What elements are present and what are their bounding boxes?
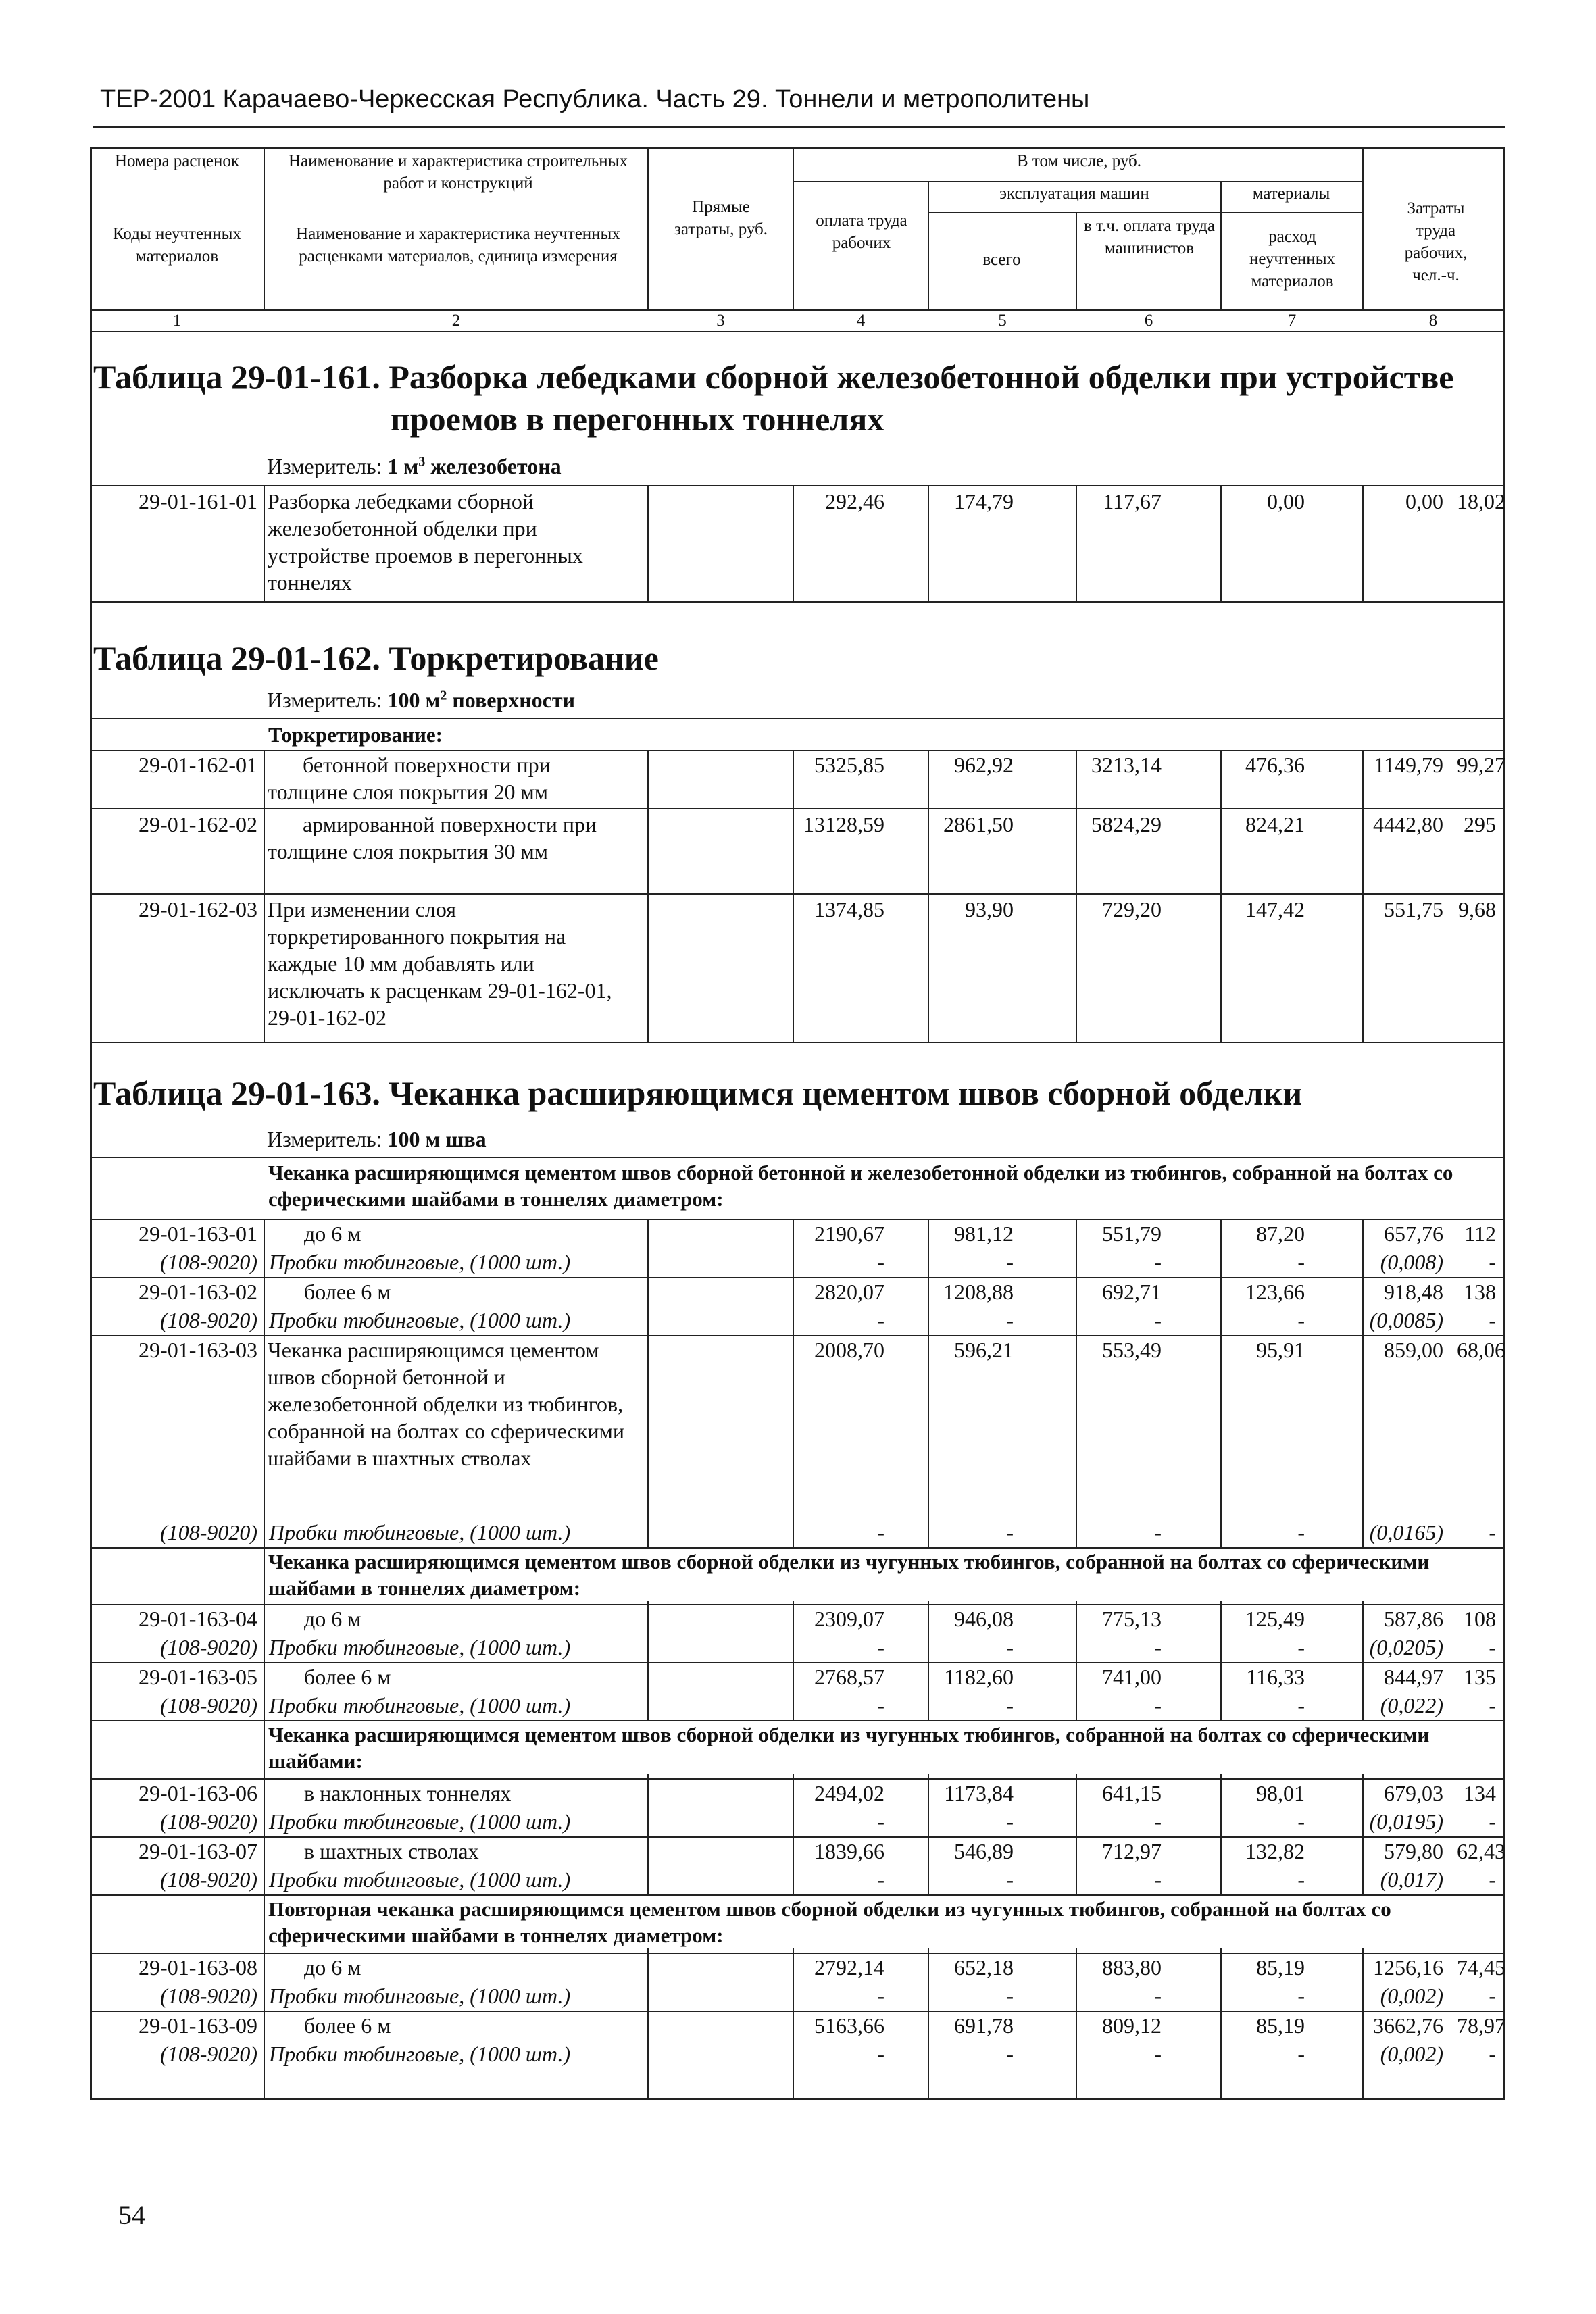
material-code: (108-9020) (160, 1250, 257, 1274)
material-code: (108-9020) (160, 1520, 257, 1544)
materials-cost: 4442,80 (1373, 812, 1443, 836)
dash: - (877, 1520, 884, 1544)
machines-total: 775,13 (1102, 1607, 1162, 1631)
materials-cost: 579,80 (1384, 1839, 1443, 1863)
rate-code: 29-01-163-02 (139, 1280, 257, 1304)
col2-header-bottom: Наименование и характеристика неучтенных расценками материалов, единица измерения (296, 225, 620, 266)
direct-cost: 2008,70 (814, 1338, 884, 1362)
rate-name: более 6 м (304, 1280, 391, 1304)
dash: - (1297, 1867, 1305, 1892)
labor-pay: 1173,84 (944, 1781, 1014, 1805)
dash: - (1489, 1867, 1496, 1892)
labor-pay: 652,18 (954, 1955, 1014, 1980)
machines-total: 883,80 (1102, 1955, 1162, 1980)
rate-code: 29-01-162-03 (139, 897, 257, 922)
labor-hours: 112 (1464, 1222, 1496, 1246)
rate-code: 29-01-162-02 (139, 812, 257, 836)
materials-cost: 1149,79 (1374, 753, 1443, 777)
dash: - (1489, 1308, 1496, 1332)
labor-hours: 138 (1464, 1280, 1496, 1304)
materials-header: материалы (1252, 184, 1330, 203)
dash: - (1154, 1635, 1162, 1659)
labor-hours: 62,43 (1457, 1839, 1505, 1863)
rate-code: 29-01-161-01 (139, 489, 257, 513)
material-name: Пробки тюбинговые, (1000 шт.) (269, 1520, 571, 1544)
material-consumption: (0,002) (1380, 1984, 1443, 2008)
dash: - (1489, 1250, 1496, 1274)
dash: - (877, 1308, 884, 1332)
rate-code: 29-01-163-04 (139, 1607, 257, 1631)
table-163-group-2: Чеканка расширяющимся цементом швов сборной обделки из чугунных тюбингов, собранной на болтах со сферическими шайбами в тоннелях диаметром: (268, 1549, 1498, 1601)
page-number: 54 (118, 2200, 145, 2230)
col3-header: Прямые затраты, руб. (674, 198, 768, 238)
table-163-title: Таблица 29-01-163. Чеканка расширяющимся цементом швов сборной обделки (93, 1074, 1303, 1112)
dash: - (1297, 1809, 1305, 1834)
direct-cost: 2820,07 (814, 1280, 884, 1304)
labor-pay: 946,08 (954, 1607, 1014, 1631)
rate-code: 29-01-162-01 (139, 753, 257, 777)
dash: - (877, 1984, 884, 2008)
materials-cost: 587,86 (1384, 1607, 1443, 1631)
machinist-pay: 0,00 (1267, 489, 1305, 513)
materials-cost: 0,00 (1405, 489, 1443, 513)
dash: - (877, 2042, 884, 2066)
labor-pay: 981,12 (954, 1222, 1014, 1246)
machines-total: 741,00 (1102, 1665, 1162, 1689)
dash: - (1006, 1308, 1014, 1332)
material-code: (108-9020) (160, 2042, 257, 2066)
direct-cost: 2792,14 (814, 1955, 884, 1980)
machinist-pay: 98,01 (1256, 1781, 1305, 1805)
col7-header: расход неучтенных материалов (1249, 228, 1335, 291)
direct-cost: 2309,07 (814, 1607, 884, 1631)
col-number-4: 4 (856, 311, 866, 330)
table-163-group-3: Чеканка расширяющимся цементом швов сборной обделки из чугунных тюбингов, собранной на болтах со сферическими шайбами: (268, 1721, 1498, 1774)
dash: - (1489, 1984, 1496, 2008)
rate-code: 29-01-163-08 (139, 1955, 257, 1980)
dash: - (1297, 1250, 1305, 1274)
col4-header: оплата труда рабочих (816, 211, 907, 252)
table-162-measure: Измеритель: 100 $м^2$ поверхности (267, 688, 576, 712)
direct-cost: 5163,66 (814, 2013, 884, 2038)
material-name: Пробки тюбинговые, (1000 шт.) (269, 2042, 571, 2066)
dash: - (877, 1693, 884, 1717)
material-code: (108-9020) (160, 1635, 257, 1659)
rate-name: более 6 м (304, 1665, 391, 1689)
direct-cost: 2494,02 (814, 1781, 884, 1805)
materials-cost: 859,00 (1384, 1338, 1443, 1362)
col5-header: всего (982, 251, 1021, 269)
materials-cost: 1256,16 (1373, 1955, 1443, 1980)
dash: - (1006, 1984, 1014, 2008)
labor-pay: 93,90 (965, 897, 1014, 922)
dash: - (1489, 1809, 1496, 1834)
labor-hours: 18,02 (1457, 489, 1505, 513)
machinist-pay: 824,21 (1245, 812, 1305, 836)
col-number-5: 5 (998, 311, 1007, 330)
dash: - (1297, 1308, 1305, 1332)
machinist-pay: 123,66 (1245, 1280, 1305, 1304)
dash: - (1154, 1250, 1162, 1274)
labor-hours: 78,97 (1457, 2013, 1505, 2038)
machines-total: 551,79 (1102, 1222, 1162, 1246)
machines-total: 3213,14 (1091, 753, 1162, 777)
material-name: Пробки тюбинговые, (1000 шт.) (269, 1984, 571, 2008)
machinist-pay: 85,19 (1256, 1955, 1305, 1980)
material-code: (108-9020) (160, 1693, 257, 1717)
rate-name: до 6 м (304, 1607, 361, 1631)
dash: - (1297, 1693, 1305, 1717)
table-161-title: Таблица 29-01-161. Разборка лебедками сборной железобетонной обделки при устройстве (93, 358, 1454, 396)
direct-cost: 1374,85 (814, 897, 884, 922)
table-163-group-4: Повторная чеканка расширяющимся цементом швов сборной обделки из чугунных тюбингов, собранной на болтах со сферическими шайбами в тоннелях диаметром: (268, 1896, 1498, 1948)
document-header-title: ТЕР-2001 Карачаево-Черкесская Республика. Часть 29. Тоннели и метрополитены (100, 85, 1090, 114)
direct-cost: 2190,67 (814, 1222, 884, 1246)
col8-header: Затраты труда рабочих, чел.-ч. (1404, 199, 1468, 284)
dash: - (1154, 1984, 1162, 2008)
material-name: Пробки тюбинговые, (1000 шт.) (269, 1867, 571, 1892)
labor-pay: 1182,60 (944, 1665, 1014, 1689)
machinist-pay: 476,36 (1245, 753, 1305, 777)
material-code: (108-9020) (160, 1308, 257, 1332)
labor-hours: 108 (1464, 1607, 1496, 1631)
material-consumption: (0,002) (1380, 2042, 1443, 2066)
materials-cost: 551,75 (1384, 897, 1443, 922)
rate-name: Чеканка расширяющимся цементом швов сборной бетонной и железобетонной обделки из тюбингов, собранной на болтах со сферическими шайбами в шахтных стволах (268, 1338, 624, 1470)
dash: - (1154, 1809, 1162, 1834)
dash: - (877, 1867, 884, 1892)
labor-pay: 962,92 (954, 753, 1014, 777)
direct-cost: 2768,57 (814, 1665, 884, 1689)
machines-total: 5824,29 (1091, 812, 1162, 836)
dash: - (1489, 2042, 1496, 2066)
dash: - (1297, 2042, 1305, 2066)
col2-header-top: Наименование и характеристика строительных работ и конструкций (288, 152, 628, 193)
dash: - (1154, 1867, 1162, 1892)
rate-name: более 6 м (304, 2013, 391, 2038)
direct-cost: 13128,59 (803, 812, 884, 836)
dash: - (1489, 1520, 1496, 1544)
material-consumption: (0,0195) (1369, 1809, 1443, 1834)
machinist-pay: 87,20 (1256, 1222, 1305, 1246)
labor-pay: 174,79 (954, 489, 1014, 513)
material-code: (108-9020) (160, 1867, 257, 1892)
machinist-pay: 125,49 (1245, 1607, 1305, 1631)
material-consumption: (0,022) (1380, 1693, 1443, 1717)
dash: - (877, 1809, 884, 1834)
material-consumption: (0,008) (1380, 1250, 1443, 1274)
machinist-pay: 95,91 (1256, 1338, 1305, 1362)
table-163-measure: Измеритель: 100 м шва (267, 1127, 487, 1151)
table-162-title: Таблица 29-01-162. Торкретирование (93, 639, 659, 677)
labor-hours: 68,06 (1457, 1338, 1505, 1362)
rate-name: Разборка лебедками сборной железобетонной обделки при устройстве проемов в перегонных тоннелях (268, 489, 583, 595)
dash: - (1489, 1635, 1496, 1659)
machinist-pay: 116,33 (1246, 1665, 1305, 1689)
machinist-pay: 132,82 (1245, 1839, 1305, 1863)
machines-total: 809,12 (1102, 2013, 1162, 2038)
labor-pay: 1208,88 (943, 1280, 1014, 1304)
labor-pay: 546,89 (954, 1839, 1014, 1863)
material-consumption: (0,0205) (1369, 1635, 1443, 1659)
col-number-8: 8 (1428, 311, 1438, 330)
rate-name: в наклонных тоннелях (304, 1781, 512, 1805)
table-163-group-1: Чеканка расширяющимся цементом швов сборной бетонной и железобетонной обделки из тюбингов, собранной на болтах со сферическими шайбами в тоннелях диаметром: (268, 1161, 1453, 1211)
rate-code: 29-01-163-03 (139, 1338, 257, 1362)
material-consumption: (0,0085) (1369, 1308, 1443, 1332)
rate-code: 29-01-163-06 (139, 1781, 257, 1805)
table-161-measure: Измеритель: 1 $м^3$ железобетона (267, 454, 562, 478)
dash: - (1006, 1635, 1014, 1659)
machinist-pay: 85,19 (1256, 2013, 1305, 2038)
labor-hours: 9,68 (1458, 897, 1496, 922)
dash: - (1154, 2042, 1162, 2066)
price-table-frame (90, 147, 1505, 2100)
materials-cost: 844,97 (1384, 1665, 1443, 1689)
dash: - (1006, 1520, 1014, 1544)
materials-cost: 918,48 (1384, 1280, 1443, 1304)
rate-code: 29-01-163-09 (139, 2013, 257, 2038)
material-name: Пробки тюбинговые, (1000 шт.) (269, 1693, 571, 1717)
material-consumption: (0,0165) (1369, 1520, 1443, 1544)
direct-cost: 292,46 (825, 489, 884, 513)
materials-cost: 3662,76 (1373, 2013, 1443, 2038)
machines-total: 712,97 (1102, 1839, 1162, 1863)
machinist-pay: 147,42 (1245, 897, 1305, 922)
dash: - (877, 1635, 884, 1659)
material-code: (108-9020) (160, 1984, 257, 2008)
material-code: (108-9020) (160, 1809, 257, 1834)
dash: - (1297, 1984, 1305, 2008)
labor-pay: 691,78 (954, 2013, 1014, 2038)
col-including-header: В том числе, руб. (1016, 152, 1142, 170)
rate-name: до 6 м (304, 1222, 361, 1246)
rate-name: бетонной поверхности при толщине слоя покрытия 20 мм (268, 753, 551, 804)
labor-pay: 596,21 (954, 1338, 1014, 1362)
rate-name: до 6 м (304, 1955, 361, 1980)
material-consumption: (0,017) (1380, 1867, 1443, 1892)
machines-total: 553,49 (1102, 1338, 1162, 1362)
machines-total: 729,20 (1102, 897, 1162, 922)
dash: - (877, 1250, 884, 1274)
labor-pay: 2861,50 (943, 812, 1014, 836)
dash: - (1297, 1635, 1305, 1659)
rate-code: 29-01-163-07 (139, 1839, 257, 1863)
material-name: Пробки тюбинговые, (1000 шт.) (269, 1635, 571, 1659)
machines-total: 692,71 (1102, 1280, 1162, 1304)
labor-hours: 135 (1464, 1665, 1496, 1689)
material-name: Пробки тюбинговые, (1000 шт.) (269, 1308, 571, 1332)
materials-cost: 657,76 (1384, 1222, 1443, 1246)
table-162-group-heading: Торкретирование: (268, 723, 443, 747)
labor-hours: 295 (1464, 812, 1496, 836)
material-name: Пробки тюбинговые, (1000 шт.) (269, 1809, 571, 1834)
rate-name: армированной поверхности при толщине слоя покрытия 30 мм (268, 812, 597, 863)
dash: - (1006, 1693, 1014, 1717)
col-number-2: 2 (451, 311, 461, 330)
direct-cost: 1839,66 (814, 1839, 884, 1863)
dash: - (1006, 1809, 1014, 1834)
col6-header: в т.ч. оплата труда машинистов (1084, 217, 1215, 257)
labor-hours: 99,27 (1457, 753, 1505, 777)
rate-code: 29-01-163-01 (139, 1222, 257, 1246)
dash: - (1297, 1520, 1305, 1544)
dash: - (1154, 1308, 1162, 1332)
col-number-6: 6 (1144, 311, 1153, 330)
material-name: Пробки тюбинговые, (1000 шт.) (269, 1250, 571, 1274)
materials-cost: 679,03 (1384, 1781, 1443, 1805)
labor-hours: 134 (1464, 1781, 1496, 1805)
machines-total: 117,67 (1103, 489, 1162, 513)
dash: - (1006, 2042, 1014, 2066)
table-161-title-cont: проемов в перегонных тоннелях (391, 400, 884, 438)
machines-total: 641,15 (1102, 1781, 1162, 1805)
dash: - (1006, 1250, 1014, 1274)
rate-code: 29-01-163-05 (139, 1665, 257, 1689)
direct-cost: 5325,85 (814, 753, 884, 777)
dash: - (1154, 1693, 1162, 1717)
col1-header-bottom: Коды неучтенных материалов (113, 225, 241, 266)
machines-header: эксплуатация машин (999, 184, 1149, 203)
labor-hours: 74,45 (1457, 1955, 1505, 1980)
dash: - (1489, 1693, 1496, 1717)
dash: - (1154, 1520, 1162, 1544)
col-number-3: 3 (716, 311, 725, 330)
col1-header-top: Номера расценок (114, 152, 240, 170)
rate-name: в шахтных стволах (304, 1839, 479, 1863)
dash: - (1006, 1867, 1014, 1892)
rate-name: При изменении слоя торкретированного покрытия на каждые 10 мм добавлять или исключать к расценкам 29-01-162-01, 29-01-162-02 (268, 897, 612, 1030)
header-rule (93, 126, 1505, 128)
col-number-7: 7 (1287, 311, 1297, 330)
col-number-1: 1 (172, 311, 182, 330)
